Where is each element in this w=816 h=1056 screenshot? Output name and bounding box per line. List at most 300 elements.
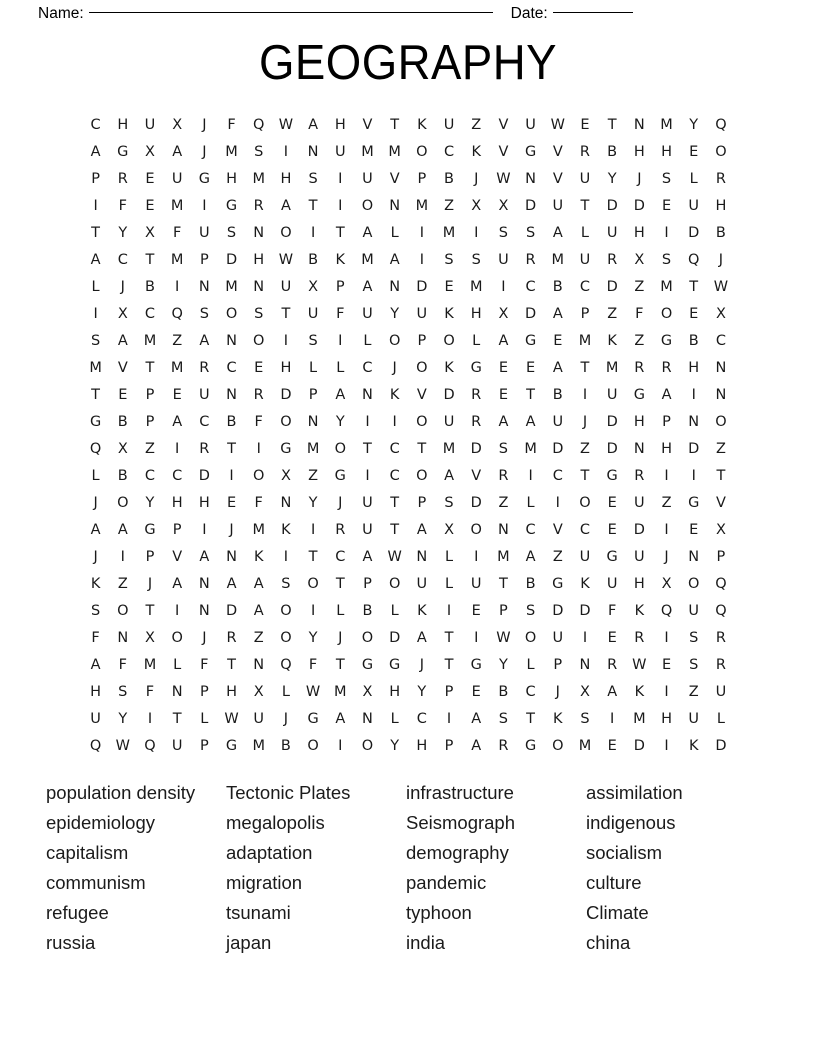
grid-letter[interactable]: P [145, 387, 155, 403]
grid-letter[interactable]: X [308, 279, 319, 295]
grid-letter[interactable]: K [417, 603, 427, 619]
grid-letter[interactable]: K [634, 684, 645, 700]
grid-letter[interactable]: E [444, 279, 454, 295]
grid-letter[interactable]: X [661, 576, 672, 592]
grid-letter[interactable]: W [496, 171, 511, 187]
grid-letter[interactable]: J [555, 684, 560, 700]
grid-letter[interactable]: F [254, 495, 263, 511]
grid-letter[interactable]: C [579, 522, 591, 538]
grid-letter[interactable]: O [416, 144, 428, 160]
grid-letter[interactable]: C [144, 468, 156, 484]
grid-letter[interactable]: A [498, 414, 509, 430]
grid-letter[interactable]: I [691, 468, 696, 484]
grid-letter[interactable]: O [280, 603, 292, 619]
grid-letter[interactable]: I [501, 279, 506, 295]
grid-letter[interactable]: A [552, 306, 563, 322]
grid-letter[interactable]: X [471, 198, 482, 214]
grid-letter[interactable]: U [688, 711, 700, 727]
grid-letter[interactable]: N [117, 630, 129, 646]
grid-letter[interactable]: T [145, 603, 155, 619]
grid-letter[interactable]: U [416, 306, 428, 322]
date-write-in-line[interactable] [553, 12, 633, 13]
grid-letter[interactable]: X [145, 225, 155, 241]
name-write-in-line[interactable] [89, 12, 493, 13]
grid-letter[interactable]: S [498, 441, 509, 457]
grid-letter[interactable]: U [171, 171, 183, 187]
grid-letter[interactable]: I [256, 441, 261, 457]
grid-letter[interactable]: M [361, 144, 374, 160]
grid-letter[interactable]: D [633, 522, 645, 538]
grid-letter[interactable]: O [416, 414, 428, 430]
grid-letter[interactable]: T [91, 225, 101, 241]
grid-letter[interactable]: M [415, 198, 429, 214]
grid-letter[interactable]: I [310, 522, 316, 538]
grid-letter[interactable]: N [497, 522, 509, 538]
grid-letter[interactable]: B [144, 279, 155, 295]
grid-letter[interactable]: P [499, 603, 508, 619]
grid-letter[interactable]: X [117, 441, 128, 457]
grid-letter[interactable]: G [660, 333, 673, 349]
grid-letter[interactable]: J [147, 576, 153, 592]
grid-letter[interactable]: I [310, 603, 316, 619]
grid-letter[interactable]: U [362, 522, 373, 538]
grid-letter[interactable]: I [202, 198, 207, 214]
grid-letter[interactable]: K [335, 252, 346, 268]
grid-letter[interactable]: Z [715, 441, 726, 457]
grid-letter[interactable]: Q [89, 441, 102, 457]
grid-letter[interactable]: D [225, 252, 238, 268]
grid-letter[interactable]: O [280, 225, 292, 241]
grid-letter[interactable]: F [172, 225, 182, 241]
grid-letter[interactable]: V [172, 549, 183, 565]
grid-letter[interactable]: R [199, 360, 210, 376]
grid-letter[interactable]: I [610, 711, 615, 727]
grid-letter[interactable]: X [253, 684, 264, 700]
grid-letter[interactable]: G [552, 576, 564, 592]
grid-letter[interactable]: H [226, 684, 237, 700]
grid-letter[interactable]: K [471, 144, 481, 160]
grid-letter[interactable]: J [202, 144, 207, 160]
grid-letter[interactable]: Z [471, 117, 482, 133]
word-list-item[interactable]: epidemiology [46, 812, 156, 833]
grid-letter[interactable]: C [525, 522, 536, 538]
grid-letter[interactable]: I [283, 333, 289, 349]
grid-letter[interactable]: A [416, 522, 427, 538]
grid-letter[interactable]: E [254, 360, 264, 376]
grid-letter[interactable]: P [145, 549, 155, 565]
grid-letter[interactable]: Q [89, 738, 102, 754]
grid-letter[interactable]: E [661, 657, 672, 673]
grid-letter[interactable]: Q [715, 603, 727, 619]
grid-letter[interactable]: Z [634, 279, 645, 295]
grid-letter[interactable]: M [252, 738, 265, 754]
grid-letter[interactable]: N [688, 549, 700, 565]
grid-letter[interactable]: U [552, 414, 564, 430]
grid-letter[interactable]: H [117, 117, 129, 133]
grid-letter[interactable]: C [362, 360, 373, 376]
word-list-item[interactable]: refugee [46, 902, 109, 923]
grid-letter[interactable]: J [202, 630, 207, 646]
grid-letter[interactable]: P [417, 171, 427, 187]
grid-letter[interactable]: A [172, 576, 183, 592]
grid-letter[interactable]: N [362, 711, 373, 727]
grid-letter[interactable]: A [335, 387, 346, 403]
grid-letter[interactable]: U [171, 738, 183, 754]
grid-letter[interactable]: O [361, 630, 374, 646]
grid-letter[interactable]: A [90, 522, 101, 538]
grid-letter[interactable]: G [334, 468, 346, 484]
grid-letter[interactable]: D [198, 468, 210, 484]
grid-letter[interactable]: I [664, 522, 669, 538]
grid-letter[interactable]: E [145, 198, 155, 214]
grid-letter[interactable]: N [198, 603, 210, 619]
grid-letter[interactable]: Z [444, 198, 454, 214]
grid-letter[interactable]: E [661, 198, 672, 214]
grid-letter[interactable]: F [118, 198, 127, 214]
grid-letter[interactable]: L [200, 711, 209, 727]
grid-letter[interactable]: G [117, 144, 129, 160]
grid-letter[interactable]: R [199, 441, 210, 457]
grid-letter[interactable]: A [525, 549, 536, 565]
grid-letter[interactable]: S [498, 225, 509, 241]
grid-letter[interactable]: N [416, 549, 428, 565]
grid-letter[interactable]: R [715, 171, 726, 187]
grid-letter[interactable]: H [280, 360, 292, 376]
grid-letter[interactable]: L [390, 603, 399, 619]
grid-letter[interactable]: Z [117, 576, 128, 592]
grid-letter[interactable]: J [229, 522, 234, 538]
word-list-item[interactable]: infrastructure [406, 782, 514, 803]
grid-letter[interactable]: P [417, 495, 427, 511]
grid-letter[interactable]: F [91, 630, 100, 646]
grid-letter[interactable]: H [633, 225, 645, 241]
grid-letter[interactable]: O [280, 630, 292, 646]
grid-letter[interactable]: M [170, 252, 184, 268]
grid-letter[interactable]: E [471, 684, 481, 700]
grid-letter[interactable]: O [416, 468, 428, 484]
grid-letter[interactable]: X [117, 306, 128, 322]
grid-letter[interactable]: E [226, 495, 237, 511]
grid-letter[interactable]: L [390, 225, 399, 241]
grid-letter[interactable]: I [229, 468, 234, 484]
grid-letter[interactable]: X [444, 522, 454, 538]
grid-letter[interactable]: G [606, 549, 618, 565]
grid-letter[interactable]: N [579, 657, 591, 673]
grid-letter[interactable]: S [308, 333, 318, 349]
grid-letter[interactable]: W [550, 117, 565, 133]
grid-letter[interactable]: I [528, 468, 533, 484]
grid-letter[interactable]: Z [634, 333, 645, 349]
grid-letter[interactable]: U [498, 252, 509, 268]
grid-letter[interactable]: N [253, 225, 265, 241]
grid-letter[interactable]: O [361, 198, 374, 214]
grid-letter[interactable]: G [633, 387, 645, 403]
grid-letter[interactable]: R [498, 468, 509, 484]
grid-letter[interactable]: O [715, 414, 727, 430]
grid-letter[interactable]: H [198, 495, 210, 511]
grid-letter[interactable]: U [606, 576, 618, 592]
grid-letter[interactable]: B [607, 144, 618, 160]
grid-letter[interactable]: J [120, 279, 125, 295]
grid-letter[interactable]: G [389, 657, 401, 673]
grid-letter[interactable]: T [363, 441, 372, 457]
grid-letter[interactable]: T [281, 306, 291, 322]
grid-letter[interactable]: O [117, 603, 129, 619]
grid-letter[interactable]: X [280, 468, 291, 484]
grid-letter[interactable]: R [634, 630, 645, 646]
word-list-item[interactable]: capitalism [46, 842, 129, 863]
grid-letter[interactable]: N [253, 657, 265, 673]
grid-letter[interactable]: I [283, 144, 289, 160]
grid-letter[interactable]: D [579, 603, 591, 619]
grid-letter[interactable]: I [365, 414, 370, 430]
grid-letter[interactable]: E [607, 522, 617, 538]
grid-letter[interactable]: F [607, 603, 617, 619]
grid-letter[interactable]: O [443, 333, 455, 349]
grid-letter[interactable]: V [117, 360, 128, 376]
grid-letter[interactable]: T [145, 360, 155, 376]
grid-letter[interactable]: P [417, 333, 427, 349]
grid-letter[interactable]: X [580, 684, 590, 700]
grid-letter[interactable]: A [552, 360, 563, 376]
grid-letter[interactable]: B [444, 171, 454, 187]
grid-letter[interactable]: U [199, 225, 210, 241]
grid-letter[interactable]: K [444, 306, 454, 322]
grid-letter[interactable]: I [310, 225, 316, 241]
word-list-item[interactable]: india [406, 932, 446, 953]
grid-letter[interactable]: S [525, 225, 536, 241]
grid-letter[interactable]: G [89, 414, 102, 430]
grid-letter[interactable]: I [283, 549, 289, 565]
grid-letter[interactable]: N [198, 279, 210, 295]
grid-letter[interactable]: N [307, 144, 319, 160]
grid-letter[interactable]: M [388, 144, 401, 160]
grid-letter[interactable]: U [579, 549, 591, 565]
grid-letter[interactable]: S [661, 171, 672, 187]
grid-letter[interactable]: U [199, 387, 210, 403]
grid-letter[interactable]: J [93, 549, 98, 565]
grid-letter[interactable]: A [444, 468, 454, 484]
grid-letter[interactable]: J [93, 495, 98, 511]
grid-letter[interactable]: A [525, 414, 536, 430]
grid-letter[interactable]: M [578, 738, 592, 754]
grid-letter[interactable]: E [553, 333, 563, 349]
grid-letter[interactable]: D [525, 306, 537, 322]
grid-letter[interactable]: U [334, 144, 346, 160]
grid-letter[interactable]: M [660, 279, 673, 295]
grid-letter[interactable]: Z [308, 468, 319, 484]
grid-letter[interactable]: P [716, 549, 726, 565]
grid-letter[interactable]: R [117, 171, 128, 187]
grid-letter[interactable]: M [497, 549, 510, 565]
grid-letter[interactable]: I [691, 387, 696, 403]
grid-letter[interactable]: U [715, 684, 727, 700]
grid-letter[interactable]: I [93, 306, 98, 322]
grid-letter[interactable]: G [144, 522, 156, 538]
grid-letter[interactable]: Y [308, 495, 318, 511]
grid-letter[interactable]: B [226, 414, 237, 430]
grid-letter[interactable]: F [635, 306, 644, 322]
grid-letter[interactable]: T [607, 117, 617, 133]
grid-letter[interactable]: O [117, 495, 129, 511]
grid-letter[interactable]: N [171, 684, 183, 700]
grid-letter[interactable]: V [389, 171, 400, 187]
grid-letter[interactable]: H [661, 441, 672, 457]
grid-letter[interactable]: D [633, 198, 645, 214]
grid-letter[interactable]: U [362, 306, 373, 322]
grid-letter[interactable]: W [278, 252, 294, 268]
grid-letter[interactable]: X [362, 684, 373, 700]
grid-letter[interactable]: C [525, 684, 536, 700]
grid-letter[interactable]: Y [118, 711, 128, 727]
grid-letter[interactable]: E [689, 144, 699, 160]
grid-letter[interactable]: H [661, 711, 672, 727]
grid-letter[interactable]: U [90, 711, 101, 727]
grid-letter[interactable]: H [334, 117, 346, 133]
grid-letter[interactable]: I [338, 738, 343, 754]
grid-letter[interactable]: A [199, 549, 210, 565]
grid-letter[interactable]: J [664, 549, 669, 565]
grid-letter[interactable]: S [254, 306, 264, 322]
grid-letter[interactable]: O [388, 576, 401, 592]
grid-letter[interactable]: X [172, 117, 183, 133]
word-list-item[interactable]: japan [226, 932, 272, 953]
grid-letter[interactable]: A [362, 279, 373, 295]
grid-letter[interactable]: T [580, 198, 590, 214]
grid-letter[interactable]: P [444, 684, 454, 700]
grid-letter[interactable]: P [363, 576, 372, 592]
grid-letter[interactable]: D [280, 387, 292, 403]
grid-letter[interactable]: O [388, 333, 401, 349]
grid-letter[interactable]: A [172, 414, 183, 430]
grid-letter[interactable]: V [552, 522, 563, 538]
grid-letter[interactable]: F [145, 684, 155, 700]
grid-letter[interactable]: A [389, 252, 400, 268]
word-list-item[interactable]: culture [586, 872, 642, 893]
grid-letter[interactable]: D [416, 279, 428, 295]
grid-letter[interactable]: I [555, 495, 560, 511]
grid-letter[interactable]: G [225, 738, 238, 754]
grid-letter[interactable]: E [471, 603, 481, 619]
grid-letter[interactable]: Z [552, 549, 563, 565]
grid-letter[interactable]: I [175, 603, 180, 619]
grid-letter[interactable]: P [199, 738, 209, 754]
grid-letter[interactable]: G [361, 657, 374, 673]
grid-letter[interactable]: U [144, 117, 156, 133]
grid-letter[interactable]: I [474, 549, 479, 565]
grid-letter[interactable]: X [145, 144, 155, 160]
grid-letter[interactable]: T [390, 522, 400, 538]
grid-letter[interactable]: C [443, 144, 455, 160]
grid-letter[interactable]: W [115, 738, 130, 754]
grid-letter[interactable]: N [280, 495, 292, 511]
grid-letter[interactable]: G [280, 441, 292, 457]
grid-letter[interactable]: M [361, 252, 374, 268]
grid-letter[interactable]: R [715, 630, 726, 646]
grid-letter[interactable]: L [91, 468, 100, 484]
grid-letter[interactable]: I [474, 630, 479, 646]
grid-letter[interactable]: A [335, 711, 346, 727]
grid-letter[interactable]: U [307, 306, 319, 322]
grid-letter[interactable]: O [253, 333, 265, 349]
grid-letter[interactable]: J [582, 414, 588, 430]
grid-letter[interactable]: H [171, 495, 183, 511]
grid-letter[interactable]: L [336, 603, 345, 619]
grid-letter[interactable]: E [607, 495, 617, 511]
grid-letter[interactable]: H [280, 171, 292, 187]
grid-letter[interactable]: C [199, 414, 210, 430]
grid-letter[interactable]: M [143, 657, 157, 673]
grid-letter[interactable]: B [552, 279, 563, 295]
grid-letter[interactable]: K [90, 576, 101, 592]
grid-letter[interactable]: T [580, 468, 590, 484]
grid-letter[interactable]: A [471, 738, 482, 754]
grid-letter[interactable]: J [392, 360, 397, 376]
grid-letter[interactable]: L [526, 495, 535, 511]
grid-letter[interactable]: I [419, 225, 424, 241]
grid-letter[interactable]: Y [417, 684, 427, 700]
grid-letter[interactable]: R [525, 252, 536, 268]
grid-letter[interactable]: O [253, 468, 265, 484]
grid-letter[interactable]: T [308, 549, 318, 565]
grid-letter[interactable]: A [362, 549, 373, 565]
grid-letter[interactable]: E [145, 171, 155, 187]
grid-letter[interactable]: A [280, 198, 291, 214]
grid-letter[interactable]: O [524, 630, 537, 646]
grid-letter[interactable]: D [443, 387, 455, 403]
grid-letter[interactable]: G [688, 495, 700, 511]
grid-letter[interactable]: Y [607, 171, 617, 187]
grid-letter[interactable]: E [607, 738, 617, 754]
grid-letter[interactable]: H [633, 144, 645, 160]
grid-letter[interactable]: C [117, 252, 128, 268]
grid-letter[interactable]: W [387, 549, 402, 565]
grid-letter[interactable]: H [661, 144, 672, 160]
grid-letter[interactable]: C [715, 333, 726, 349]
word-list-item[interactable]: china [586, 932, 631, 953]
grid-letter[interactable]: T [172, 711, 182, 727]
grid-letter[interactable]: I [202, 522, 207, 538]
grid-letter[interactable]: D [552, 603, 564, 619]
grid-letter[interactable]: S [498, 711, 509, 727]
grid-letter[interactable]: L [91, 279, 100, 295]
grid-letter[interactable]: A [90, 252, 101, 268]
grid-letter[interactable]: O [660, 306, 673, 322]
grid-letter[interactable]: P [662, 414, 671, 430]
grid-letter[interactable]: P [444, 738, 454, 754]
grid-letter[interactable]: F [118, 657, 127, 673]
grid-letter[interactable]: R [634, 360, 645, 376]
grid-letter[interactable]: K [417, 117, 427, 133]
grid-letter[interactable]: D [470, 495, 482, 511]
grid-letter[interactable]: B [362, 603, 373, 619]
grid-letter[interactable]: H [633, 576, 645, 592]
grid-letter[interactable]: A [117, 333, 128, 349]
grid-letter[interactable]: H [90, 684, 102, 700]
grid-letter[interactable]: T [689, 279, 699, 295]
grid-letter[interactable]: U [634, 495, 645, 511]
grid-letter[interactable]: Y [390, 306, 400, 322]
grid-letter[interactable]: S [281, 576, 291, 592]
grid-letter[interactable]: L [363, 333, 372, 349]
grid-letter[interactable]: Z [607, 306, 618, 322]
grid-letter[interactable]: M [551, 252, 565, 268]
word-list-item[interactable]: russia [46, 932, 96, 953]
grid-letter[interactable]: A [253, 603, 264, 619]
grid-letter[interactable]: P [172, 522, 182, 538]
grid-letter[interactable]: Y [118, 225, 128, 241]
grid-letter[interactable]: E [580, 117, 590, 133]
